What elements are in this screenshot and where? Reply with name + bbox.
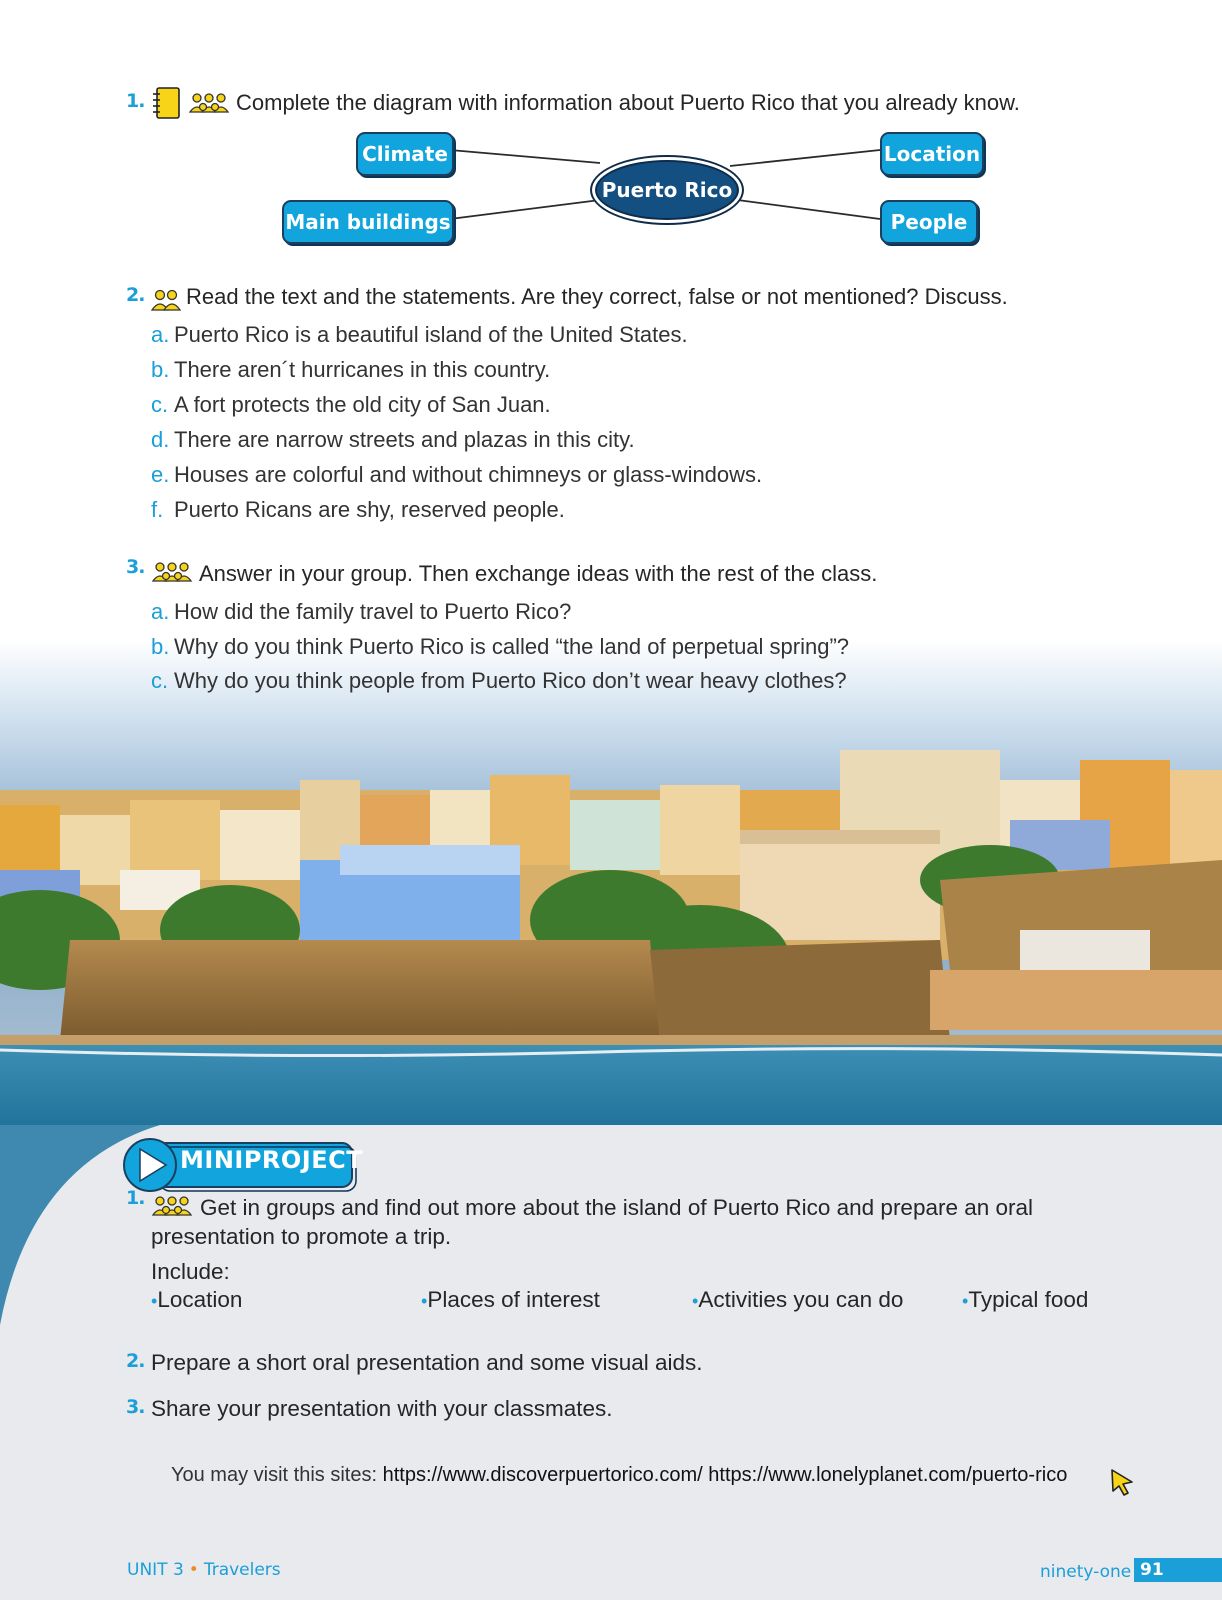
page-number: 91: [1140, 1560, 1164, 1580]
miniproject-step-3-text: Share your presentation with your classmates.: [151, 1396, 613, 1421]
exercise-1-instruction: Complete the diagram with information about Puerto Rico that you already know.: [236, 90, 1020, 115]
group-work-icon: [151, 1195, 193, 1224]
san-juan-photo: [0, 640, 1222, 1140]
footer-page-word: ninety-one: [1040, 1562, 1132, 1582]
include-item-places: •Places of interest: [421, 1287, 600, 1312]
miniproject-title: MINIPROJECT: [180, 1146, 364, 1174]
miniproject-step-1-line2: presentation to promote a trip.: [151, 1224, 452, 1249]
diagram-node-location: Location: [880, 132, 984, 176]
diagram-node-main-buildings: Main buildings: [282, 200, 454, 244]
pair-work-icon: [151, 288, 181, 317]
site-link-discoverpuertorico[interactable]: https://www.discoverpuertorico.com/: [382, 1464, 703, 1486]
include-label: Include:: [151, 1259, 230, 1284]
group-work-icon: [151, 561, 193, 590]
sites-line: [171, 1464, 1067, 1487]
question-a: a. How did the family travel to Puerto Rico?: [151, 599, 572, 624]
exercise-3-number: 3.: [126, 556, 145, 578]
diagram-node-climate: Climate: [356, 132, 454, 176]
miniproject-step-1-line1: Get in groups and find out more about the island of Puerto Rico and prepare an oral: [200, 1195, 1034, 1220]
statement-b: b. There aren´t hurricanes in this country.: [151, 357, 551, 382]
include-item-location: •Location: [151, 1287, 243, 1312]
exercise-3-instruction: Answer in your group. Then exchange ideas with the rest of the class.: [199, 561, 878, 586]
cursor-click-icon: [1108, 1466, 1136, 1501]
include-item-food: •Typical food: [962, 1287, 1089, 1312]
diagram-node-people: People: [880, 200, 978, 244]
diagram-connectors: [0, 0, 1222, 260]
include-item-activities: •Activities you can do: [692, 1287, 904, 1312]
footer-unit: UNIT 3 • Travelers: [127, 1560, 281, 1580]
miniproject-step-3-number: 3.: [126, 1396, 145, 1418]
sites-prefix: You may visit this sites:: [171, 1464, 378, 1486]
miniproject-step-1-number: 1.: [126, 1187, 145, 1209]
question-b: b. Why do you think Puerto Rico is called “the land of perpetual spring”?: [151, 634, 850, 659]
miniproject-step-2-text: Prepare a short oral presentation and some visual aids.: [151, 1350, 703, 1375]
statement-c: c. A fort protects the old city of San Juan.: [151, 392, 551, 417]
question-c: c. Why do you think people from Puerto Rico don’t wear heavy clothes?: [151, 668, 847, 693]
statement-a: a. Puerto Rico is a beautiful island of the United States.: [151, 322, 688, 347]
exercise-1-number: 1.: [126, 90, 145, 112]
statement-d: d. There are narrow streets and plazas in this city.: [151, 427, 635, 452]
statement-e: e. Houses are colorful and without chimneys or glass-windows.: [151, 462, 763, 487]
exercise-2-number: 2.: [126, 284, 145, 306]
miniproject-step-2-number: 2.: [126, 1350, 145, 1372]
site-link-lonelyplanet[interactable]: https://www.lonelyplanet.com/puerto-rico: [708, 1464, 1068, 1486]
statement-f: f. Puerto Ricans are shy, reserved people.: [151, 497, 565, 522]
diagram-center-puerto-rico: Puerto Rico: [595, 160, 739, 220]
exercise-2-instruction: Read the text and the statements. Are they correct, false or not mentioned? Discuss.: [186, 284, 1008, 309]
